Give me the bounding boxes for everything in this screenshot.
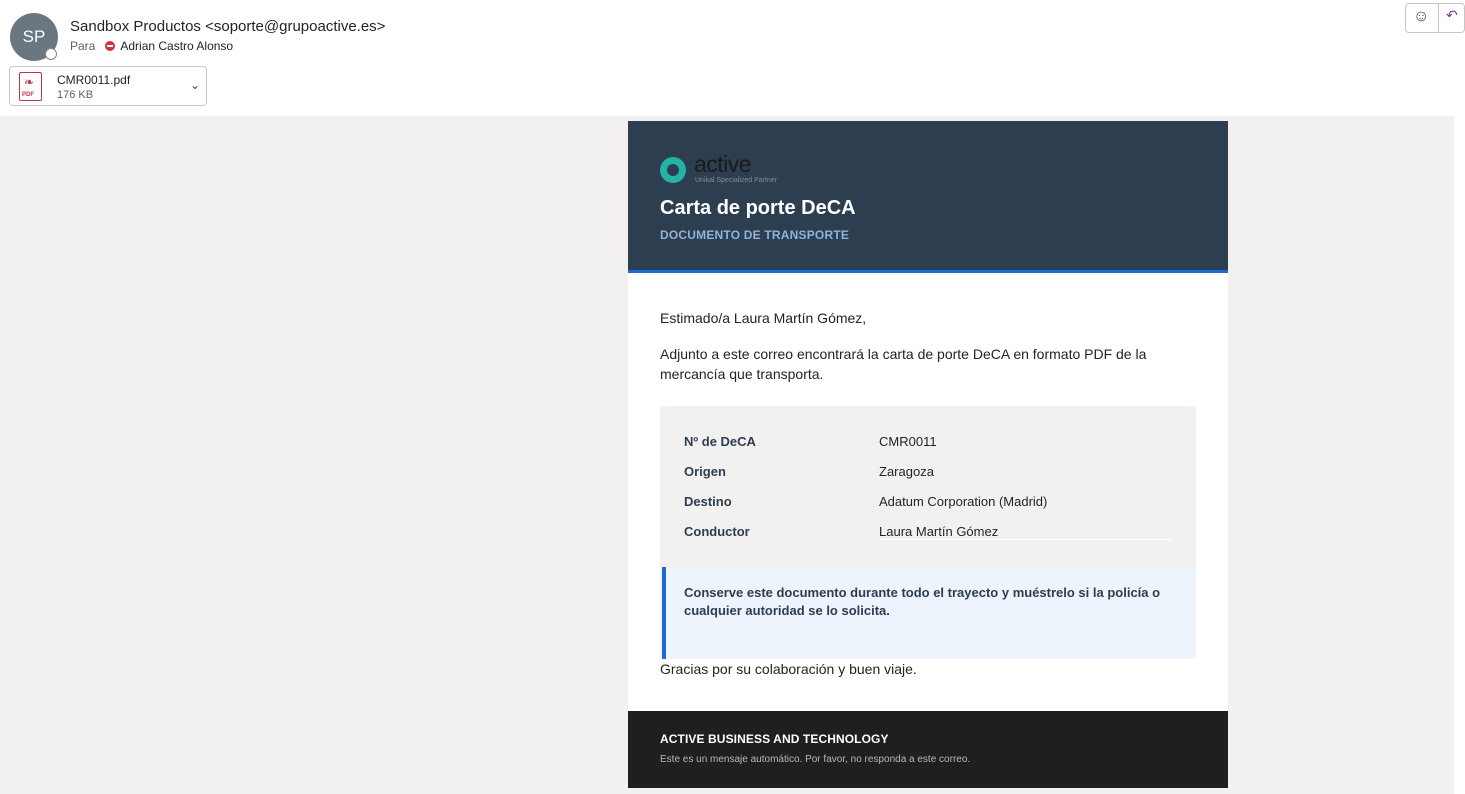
detail-value: Laura Martín Gómez [879, 524, 999, 539]
active-logo-icon [660, 157, 686, 183]
detail-label: Nº de DeCA [684, 434, 756, 449]
detail-row [684, 434, 1172, 464]
email-title: Carta de porte DeCA [660, 197, 856, 219]
chevron-down-icon[interactable]: ⌄ [190, 78, 201, 92]
greeting: Estimado/a Laura Martín Gómez, [660, 310, 867, 326]
notice-accent-bar [662, 567, 666, 659]
footer-company: ACTIVE BUSINESS AND TECHNOLOGY [660, 732, 889, 746]
reply-arrow-icon[interactable]: ↶ [1446, 7, 1458, 23]
blocked-status-icon [105, 41, 115, 51]
detail-label: Conductor [684, 524, 750, 539]
body-paragraph: Adjunto a este correo encontrará la carta de porte DeCA en formato PDF de la mercancía que transporta. [660, 346, 1147, 382]
pdf-file-icon: ❧ PDF [19, 72, 42, 101]
to-label: Para [70, 39, 96, 53]
message-actions [1405, 3, 1465, 33]
pdf-icon-tag: PDF [22, 92, 34, 98]
detail-row [684, 464, 1172, 494]
email-banner [628, 121, 1228, 270]
detail-value: Zaragoza [879, 464, 934, 479]
email-footer [628, 711, 1228, 788]
logo-tagline: Unikal Specialized Partner [695, 177, 778, 184]
reading-pane [0, 116, 1454, 794]
details-box [660, 406, 1196, 567]
closing-line: Gracias por su colaboración y buen viaje. [660, 661, 917, 677]
sender-name[interactable]: Sandbox Productos <soporte@grupoactive.es> [70, 18, 386, 35]
notice-text: Conserve este documento durante todo el trayecto y muéstrelo si la policía o cualquier autoridad se lo solicita. [684, 585, 1161, 618]
actions-divider [1438, 4, 1439, 32]
banner-accent-line [628, 270, 1228, 273]
smiley-icon[interactable]: ☺ [1413, 8, 1430, 25]
attachment-size: 176 KB [57, 89, 94, 101]
detail-label: Destino [684, 494, 732, 509]
footer-note: Este es un mensaje automático. Por favor, no responda a este correo. [660, 754, 971, 765]
attachment-name: CMR0011.pdf [57, 73, 131, 87]
recipient-name[interactable]: Adrian Castro Alonso [120, 39, 234, 53]
presence-status-icon [45, 48, 57, 60]
recipients-row [70, 39, 233, 53]
logo-wordmark: active [694, 151, 752, 177]
attachment-card[interactable] [9, 66, 207, 106]
email-subtitle: DOCUMENTO DE TRANSPORTE [660, 228, 850, 242]
message-header [0, 0, 1458, 116]
detail-value: Adatum Corporation (Madrid) [879, 494, 1048, 509]
detail-value: CMR0011 [879, 434, 937, 449]
detail-label: Origen [684, 464, 726, 479]
avatar-initials: SP [22, 27, 46, 46]
email-body [628, 121, 1228, 788]
notice-box [660, 567, 1196, 659]
detail-divider [879, 539, 1172, 540]
detail-row [684, 494, 1172, 524]
